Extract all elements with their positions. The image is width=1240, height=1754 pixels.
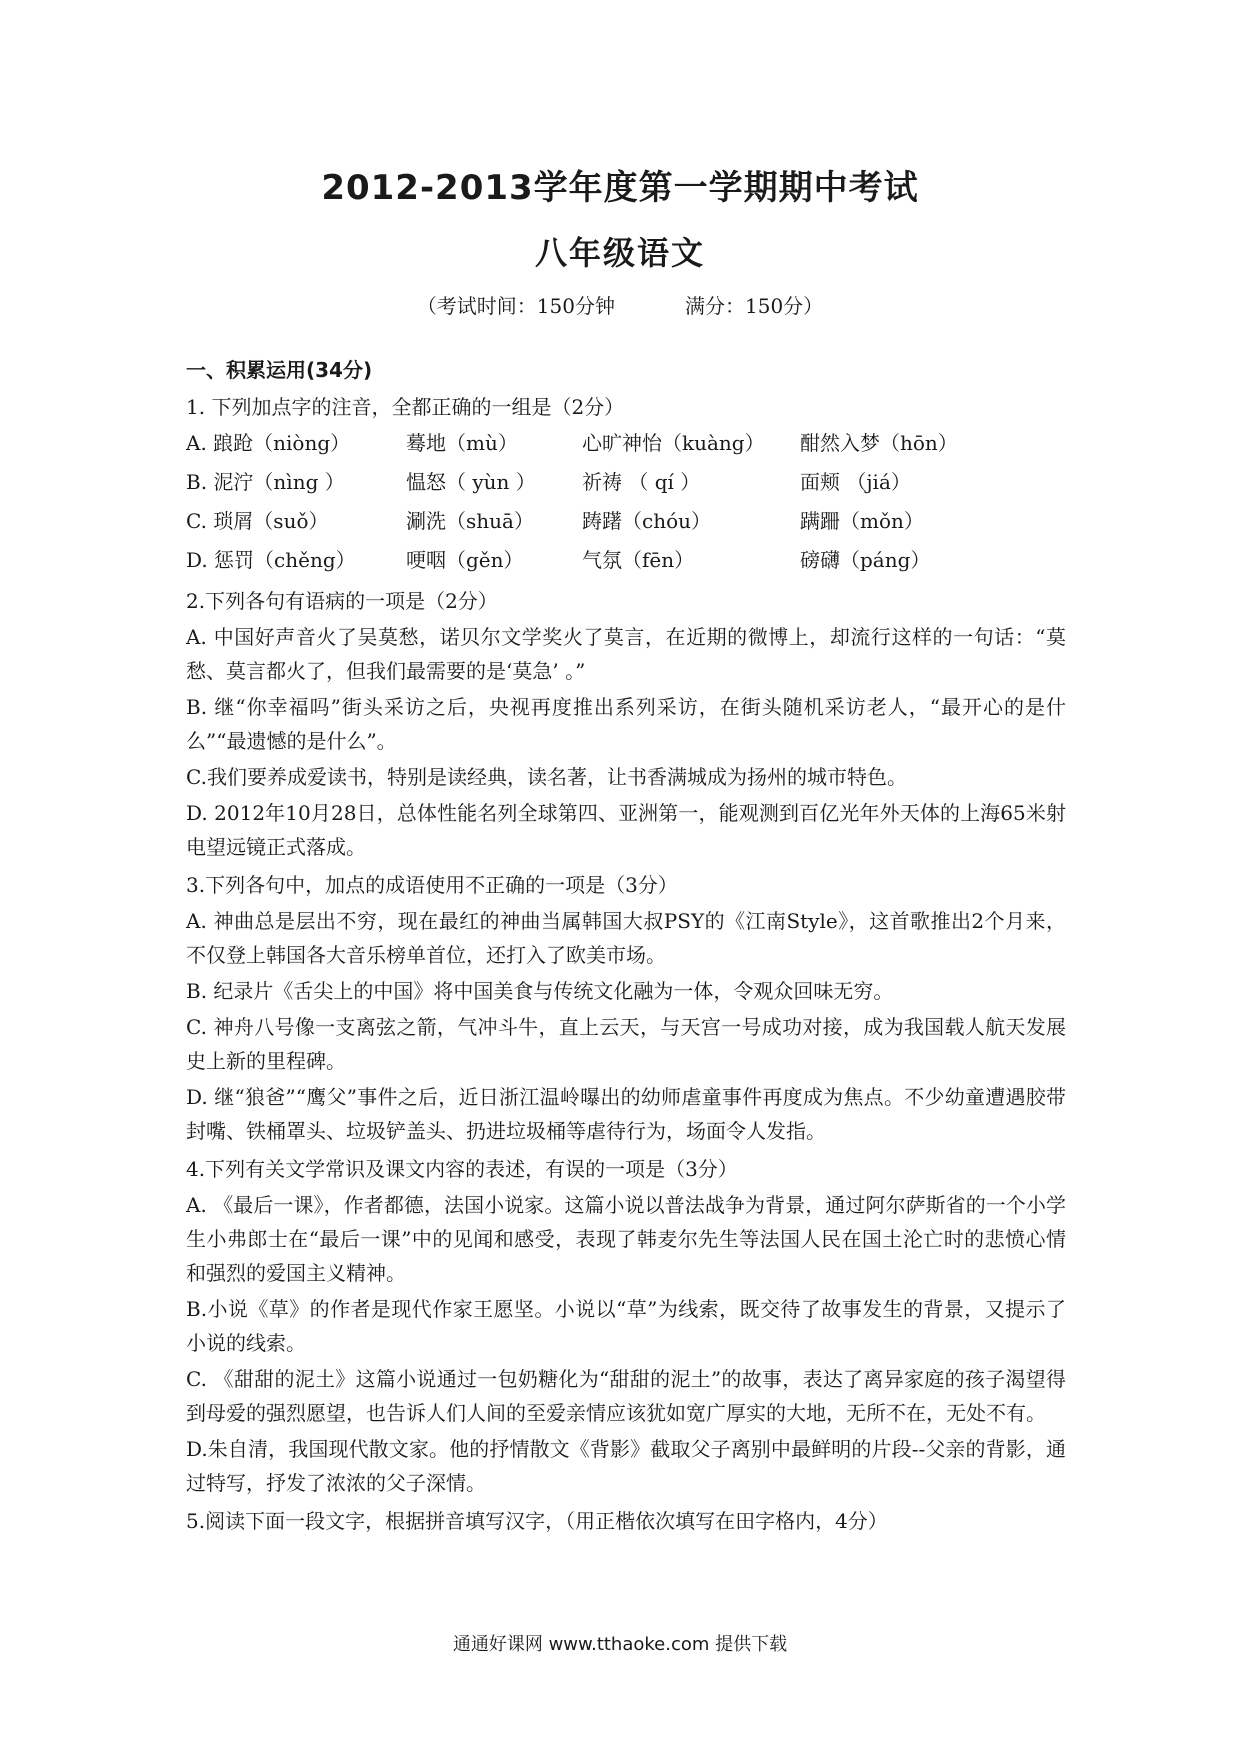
q4-option-d: D.朱自清，我国现代散文家。他的抒情散文《背影》截取父子离别中最鲜明的片段--父亲的背影，通过特写，抒发了浓浓的父子深情。 [186, 1437, 1066, 1495]
exam-title: 2012-2013学年度第一学期期中考试 [321, 168, 919, 208]
q1-a-1: A. 踉跄（niòng） [186, 431, 351, 455]
q1-d-3: 气氛（fēn） [582, 548, 695, 572]
question-2-stem: 2.下列各句有语病的一项是（2分） [186, 589, 498, 613]
q3-option-a: A. 神曲总是层出不穷，现在最红的神曲当属韩国大叔PSY的《江南Style》，这首歌推出2个月来，不仅登上韩国各大音乐榜单首位，还打入了欧美市场。 [186, 909, 1066, 967]
exam-content [186, 350, 1066, 1538]
q1-a-3: 心旷神怡（kuàng） [582, 431, 765, 455]
q3-option-d: D. 继“狼爸”“鹰父”事件之后，近日浙江温岭曝出的幼师虐童事件再度成为焦点。不少幼童遭遇胶带封嘴、铁桶罩头、垃圾铲盖头、扔进垃圾桶等虐待行为，场面令人发指。 [186, 1085, 1066, 1143]
q4-option-a: A. 《最后一课》，作者都德，法国小说家。这篇小说以普法战争为背景，通过阿尔萨斯省的一个小学生小弗郎士在“最后一课”中的见闻和感受，表现了韩麦尔先生等法国人民在国土沦亡时的悲愤心情和强烈的爱国主义精神。 [186, 1193, 1066, 1285]
question-4-stem: 4.下列有关文学常识及课文内容的表述，有误的一项是（3分） [186, 1157, 738, 1181]
q1-a-4: 酣然入梦（hōn） [800, 431, 958, 455]
full-score: 满分：150分） [685, 294, 824, 318]
exam-time: （考试时间：150分钟 [416, 294, 615, 318]
q1-option-row-c [186, 502, 1066, 541]
q2-option-a: A. 中国好声音火了吴莫愁，诺贝尔文学奖火了莫言，在近期的微博上，却流行这样的一句话：“莫愁、莫言都火了，但我们最需要的是‘莫急’ 。” [186, 625, 1066, 683]
q2-option-c: C.我们要养成爱读书，特别是读经典，读名著，让书香满城成为扬州的城市特色。 [186, 765, 907, 789]
exam-meta [0, 290, 1240, 319]
q3-option-c: C. 神舟八号像一支离弦之箭，气冲斗牛，直上云天，与天宫一号成功对接，成为我国载人航天发展史上新的里程碑。 [186, 1015, 1066, 1073]
section-heading: 一、积累运用(34分) [186, 358, 373, 382]
exam-subtitle: 八年级语文 [534, 234, 705, 272]
q1-d-4: 磅礴（páng） [800, 548, 931, 572]
q3-option-b: B. 纪录片《舌尖上的中国》将中国美食与传统文化融为一体，令观众回味无穷。 [186, 979, 894, 1003]
question-5-stem: 5.阅读下面一段文字，根据拼音填写汉字，（用正楷依次填写在田字格内，4分） [186, 1509, 888, 1533]
question-1-stem: 1. 下列加点字的注音，全都正确的一组是（2分） [186, 395, 625, 419]
page-footer: 通通好课网 www.tthaoke.com 提供下载 [452, 1634, 788, 1655]
q1-d-2: 哽咽（gěn） [406, 548, 524, 572]
q1-c-2: 涮洗（shuā） [406, 509, 534, 533]
q2-option-d: D. 2012年10月28日，总体性能名列全球第四、亚洲第一，能观测到百亿光年外天体的上海65米射电望远镜正式落成。 [186, 801, 1066, 859]
question-3-stem: 3.下列各句中，加点的成语使用不正确的一项是（3分） [186, 873, 678, 897]
q1-option-row-a [186, 424, 1066, 463]
q1-c-4: 蹒跚（mǒn） [800, 509, 924, 533]
q4-option-c: C. 《甜甜的泥土》这篇小说通过一包奶糖化为“甜甜的泥土”的故事，表达了离异家庭的孩子渴望得到母爱的强烈愿望，也告诉人们人间的至爱亲情应该犹如宽广厚实的大地，无所不在，无处不有。 [186, 1367, 1066, 1425]
q1-option-row-d [186, 541, 1066, 580]
q1-c-1: C. 琐屑（suǒ） [186, 509, 329, 533]
q1-b-3: 祈祷 （ qí ） [582, 470, 701, 494]
q1-a-2: 蓦地（mù） [406, 431, 518, 455]
q1-b-1: B. 泥泞（nìng ） [186, 470, 345, 494]
q2-option-b: B. 继“你幸福吗”街头采访之后，央视再度推出系列采访，在街头随机采访老人，“最开心的是什么”“最遗憾的是什么”。 [186, 695, 1066, 753]
q1-b-4: 面颊 （jiá） [800, 470, 911, 494]
q4-option-b: B.小说《草》的作者是现代作家王愿坚。小说以“草”为线索，既交待了故事发生的背景，又提示了小说的线索。 [186, 1297, 1066, 1355]
q1-option-row-b [186, 463, 1066, 502]
q1-d-1: D. 惩罚（chěng） [186, 548, 356, 572]
q1-b-2: 愠怒（ yùn ） [406, 470, 536, 494]
q1-c-3: 踌躇（chóu） [582, 509, 712, 533]
